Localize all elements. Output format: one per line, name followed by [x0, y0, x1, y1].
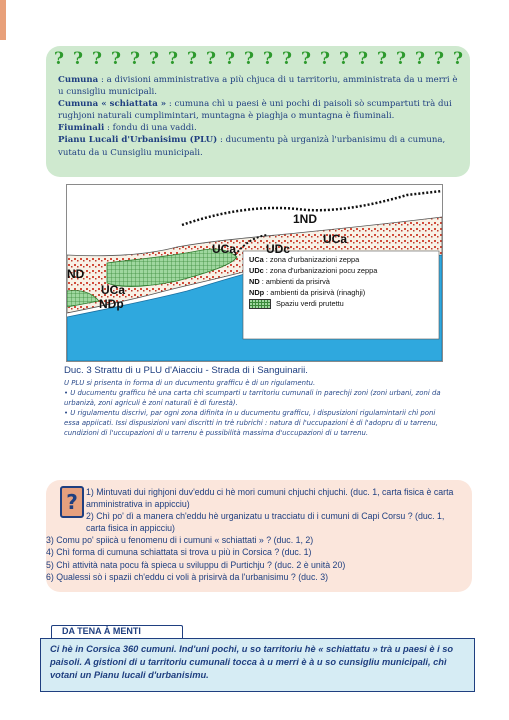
caption-line: U PLU si prisenta in forma di un ducumentu grafficu è di un rigulamentu.	[64, 379, 316, 387]
glossary-entry: Cumuna « schiattata » : cumuna chì u paesi è uni pochi di paisoli sò scumpartuti trà dui rughjoni naturali cumplimintari, muntagna è piaghja o muntagna è fiuminali.	[58, 99, 452, 122]
caption-line: • U ducumentu grafficu hè una carta chì scumparti u tarritoriu cumunali in parechji zoni (zoni urbani, zoni da urbanizà, zoni agriculi è zoni naturali è di furestà).	[64, 389, 441, 407]
page-corner-mark	[0, 0, 6, 40]
zone-label-ndp: NDp	[99, 297, 124, 311]
question-item: 6) Qualessi sò i spazii ch'eddu ci voli à prisirvà da l'urbanisimu ? (duc. 3)	[46, 571, 329, 582]
legend-item: Spaziu verdi prutettu	[249, 298, 439, 309]
remember-text: Ci hè in Corsica 360 cumuni. Ind'uni pochi, u so tarritoriu hè « schiattatu » trà u paesi è i so paisoli. A gistioni di u tarritoriu cumunali tocca à u merri è à u so cunsigliu municipali, chì votani un Pianu lucali d'urbanisimu.	[50, 644, 454, 681]
legend-item: NDp : ambienti da prisirvà (rinaghji)	[249, 288, 366, 297]
document-caption-body	[64, 378, 448, 438]
zone-label-uca: UCa	[323, 232, 348, 246]
zone-label-nd: ND	[67, 267, 85, 281]
glossary-entry: Pianu Lucali d'Urbanisimu (PLU) : ducumentu pà urganizà l'urbanisimu di a cumuna, vutatu da u Cunsigliu municipali.	[58, 135, 446, 158]
legend-item: ND : ambienti da prisirvà	[249, 277, 330, 286]
question-mark-icon: ?	[60, 486, 84, 518]
map-legend	[249, 254, 439, 309]
glossary-text	[58, 74, 460, 159]
question-item: 3) Comu po' spiicà u fenomenu di i cumuni « schiattati » ? (duc. 1, 2)	[46, 535, 314, 546]
zone-label-udc: UDc	[266, 242, 291, 256]
caption-line: • U rigulamentu discrivi, par ogni zona difinita in u ducumentu grafficu, i dispusizioni rigulamintarii chì poni essa appiicati. Issi dispusizioni vani discritti in trè rubrichi : natura di l'uccupazioni è di l'adopru di u tarrenu, cundizioni di l'uccupazioni di u tarrenu è pussibilità massima d'uccupazioni di u tarrenu.	[64, 409, 438, 437]
question-item: 4) Chì forma di cumuna schiattata si trova u più in Corsica ? (duc. 1)	[46, 547, 312, 558]
question-item: 1) Mintuvati dui righjoni duv'eddu ci hè mori cumuni chjuchi chjuchi. (duc. 1, carta fisica è carta amministrativa in appicciu)	[86, 487, 454, 510]
green-space-swatch-icon	[249, 299, 271, 309]
plu-map	[66, 184, 443, 362]
glossary-entry: Cumuna : a divisioni amministrativa a più chjuca di u tarritoriu, amministrata da u merri è u cunsigliu municipali.	[58, 75, 458, 98]
legend-item: UDc : zona d'urbanizazioni pocu zeppa	[249, 266, 378, 275]
question-item: 2) Chì po' dì a manera ch'eddu hè urganizatu u tracciatu di i cumuni di Capi Corsu ? (duc. 1, carta fisica in appicciu)	[86, 511, 445, 534]
document-caption-title: Duc. 3 Strattu di u PLU d'Aiacciu - Strada di i Sanguinarii.	[64, 365, 308, 376]
spiral-binding-decoration: ? ? ? ? ? ? ? ? ? ? ? ? ? ? ? ? ? ? ? ? ? ?	[54, 49, 463, 69]
questions-list	[46, 486, 464, 583]
zone-label-uca: UCa	[101, 283, 126, 297]
zone-label-nd: 1ND	[293, 212, 318, 226]
remember-title: DA TENA À MENTI	[62, 626, 141, 636]
legend-item: UCa : zona d'urbanizazioni zeppa	[249, 255, 360, 264]
zone-label-uca: UCa	[212, 242, 237, 256]
glossary-entry: Fiuminali : fondu di una vaddi.	[58, 123, 197, 134]
question-item: 5) Chì attività nata pocu fà spieca u sviluppu di Purtichju ? (duc. 2 è unità 20)	[46, 559, 346, 570]
